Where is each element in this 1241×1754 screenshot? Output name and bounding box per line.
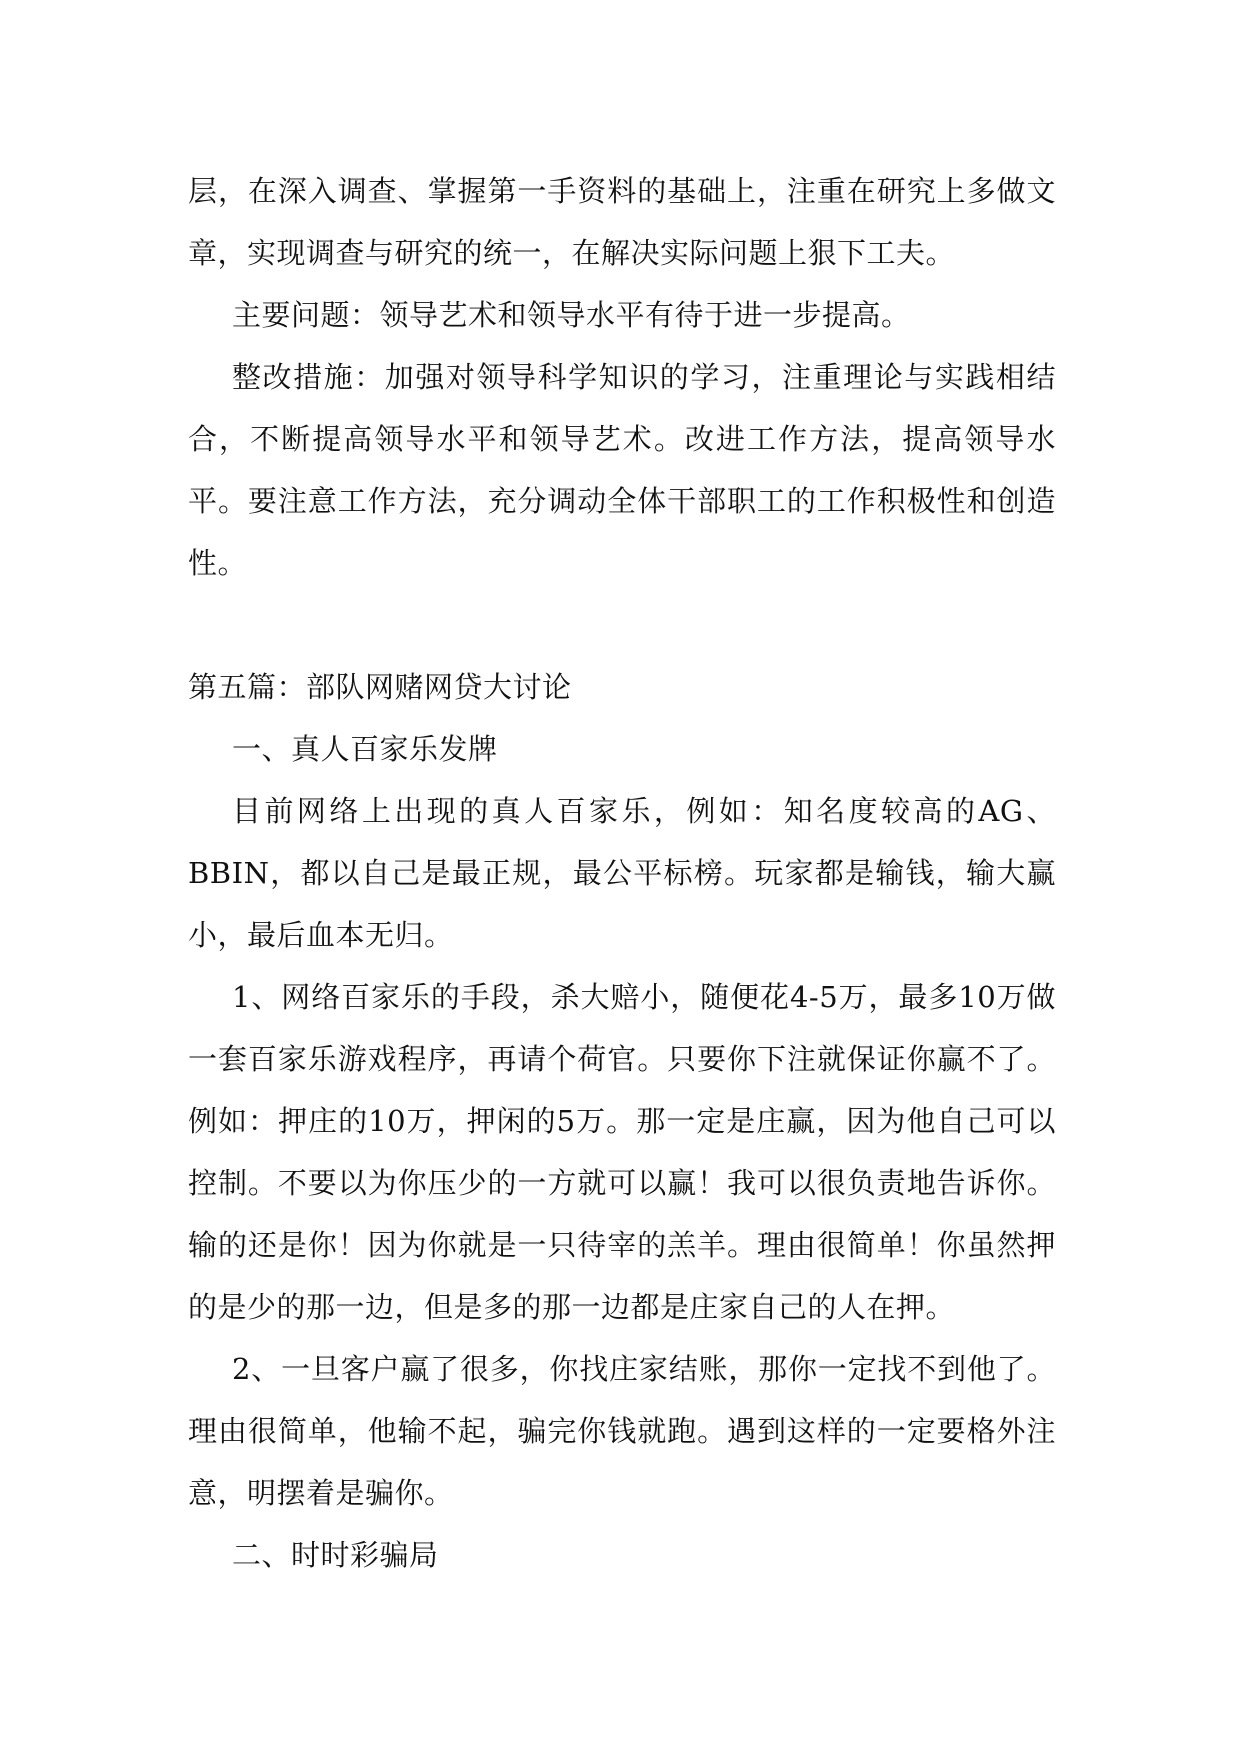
paragraph-baccarat-intro: 目前网络上出现的真人百家乐，例如：知名度较高的AG、BBIN，都以自己是最正规，最公平标榜。玩家都是输钱，输大赢小，最后血本无归。 (188, 794, 1056, 952)
document-page (188, 160, 1056, 1586)
subheading-baccarat: 一、真人百家乐发牌 (232, 732, 498, 766)
paragraph-rectification-measures: 整改措施：加强对领导科学知识的学习，注重理论与实践相结合，不断提高领导水平和领导艺术。改进工作方法，提高领导水平。要注意工作方法，充分调动全体干部职工的工作积极性和创造性。 (188, 360, 1056, 580)
subheading-lottery-scam: 二、时时彩骗局 (232, 1538, 439, 1572)
section-heading-fifth: 第五篇：部队网赌网贷大讨论 (188, 670, 572, 704)
section-spacer (188, 594, 1056, 656)
paragraph-main-problem: 主要问题：领导艺术和领导水平有待于进一步提高。 (232, 298, 911, 332)
paragraph-point-1: 1、网络百家乐的手段，杀大赔小，随便花4-5万，最多10万做一套百家乐游戏程序，再请个荷官。只要你下注就保证你赢不了。例如：押庄的10万，押闲的5万。那一定是庄赢，因为他自己可以控制。不要以为你压少的一方就可以赢！我可以很负责地告诉你。输的还是你！因为你就是一只待宰的羔羊。理由很简单！你虽然押的是少的那一边，但是多的那一边都是庄家自己的人在押。 (188, 980, 1056, 1324)
paragraph-continuation: 层，在深入调查、掌握第一手资料的基础上，注重在研究上多做文章，实现调查与研究的统一，在解决实际问题上狠下工夫。 (188, 174, 1056, 270)
paragraph-point-2: 2、一旦客户赢了很多，你找庄家结账，那你一定找不到他了。理由很简单，他输不起，骗完你钱就跑。遇到这样的一定要格外注意，明摆着是骗你。 (188, 1352, 1056, 1510)
